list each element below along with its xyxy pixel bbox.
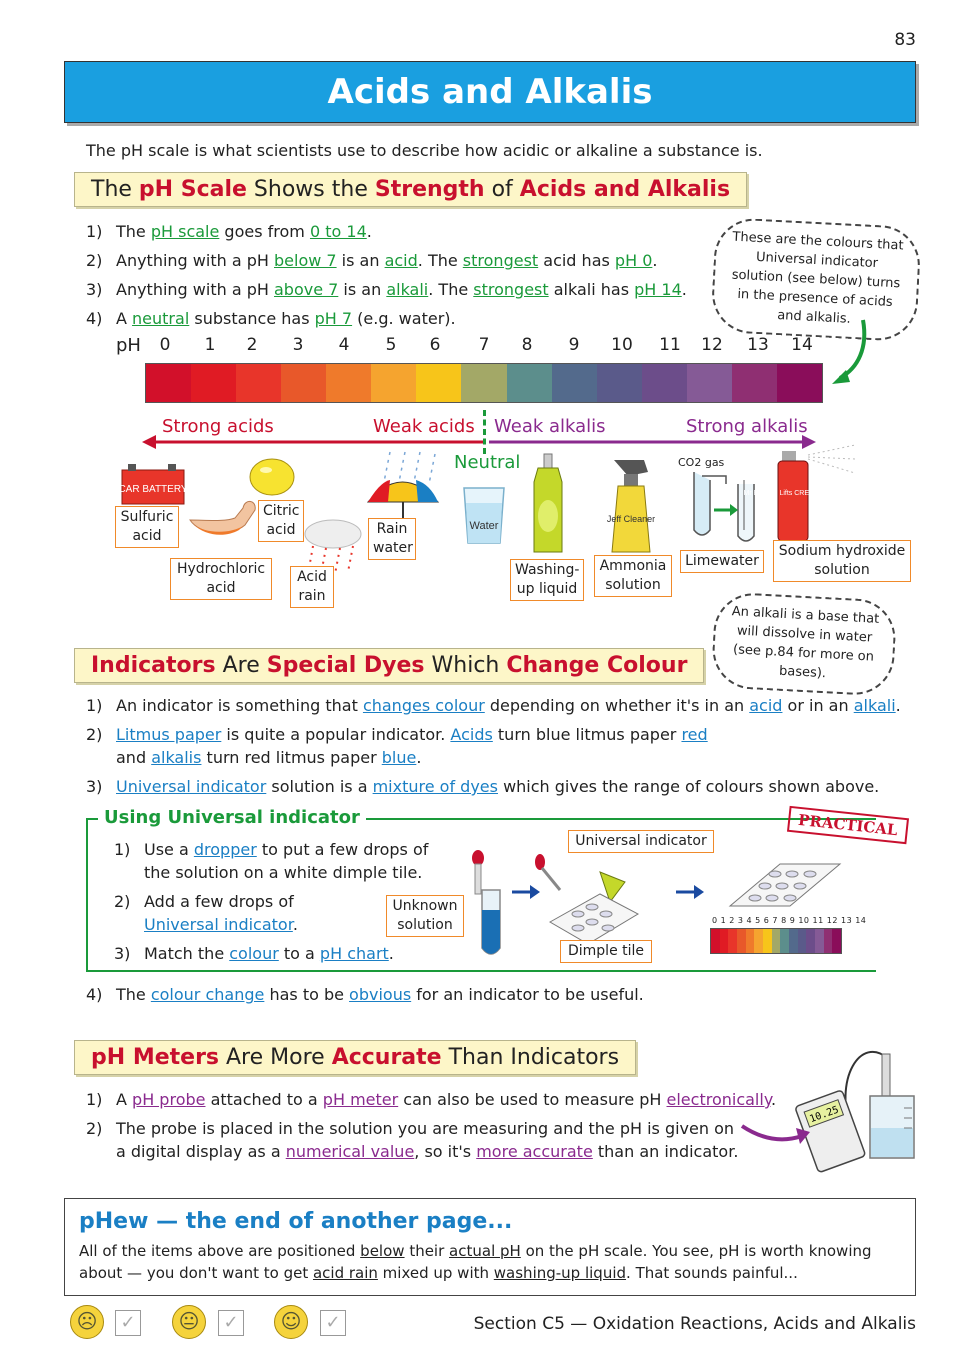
ph-color-segment-3 <box>737 929 746 953</box>
ph-number-0: 0 <box>159 335 171 355</box>
list-item-continued: a digital display as a numerical value, so it's more accurate than an indicator. <box>116 1142 739 1161</box>
dimple-tile-label: Dimple tile <box>560 940 652 963</box>
cleaner-spray-icon <box>604 456 660 556</box>
ph-number-7: 7 <box>478 335 490 355</box>
car-battery-icon <box>118 462 188 507</box>
ph-color-segment-5 <box>754 929 763 953</box>
ph-color-segment-6 <box>763 929 772 953</box>
page-number: 83 <box>894 30 916 50</box>
ph-number-10: 10 <box>611 335 633 355</box>
ph-number-1: 1 <box>204 335 216 355</box>
list-item: 3) Anything with a pH above 7 is an alkali. The strongest alkali has pH 14. <box>86 280 687 299</box>
ph-number-4: 4 <box>338 335 350 355</box>
alkali-base-note: An alkali is a base that will dissolve in water (see p.84 for more on bases). <box>711 591 898 696</box>
oven-cleaner-can-icon <box>743 445 860 545</box>
summary-text: All of the items above are positioned below their actual pH on the pH scale. You see, pH is worth knowing about — you don't want to get acid rain mixed up with washing-up liquid. That sounds painful... <box>79 1242 872 1282</box>
washing-up-liquid-label: Washing-up liquid <box>510 559 584 601</box>
lemon-icon <box>246 452 298 500</box>
list-item-continued: the solution on a white dimple tile. <box>144 863 423 882</box>
ph-number-3: 3 <box>292 335 304 355</box>
limewater-apparatus-icon <box>686 470 766 550</box>
washing-up-bottle-icon <box>526 452 571 557</box>
ph-meter-icon <box>732 1036 922 1176</box>
car-battery-text: CAR BATTERY <box>118 484 188 495</box>
practical-stamp: PRACTICAL <box>787 806 909 844</box>
citric-acid-label: Citric acid <box>258 500 304 542</box>
ph-color-segment-1 <box>191 364 236 402</box>
ph-label: pH <box>116 335 141 356</box>
ph-color-segment-4 <box>746 929 755 953</box>
mini-ph-chart <box>710 928 842 954</box>
ph-number-13: 13 <box>747 335 769 355</box>
ph-number-5: 5 <box>385 335 397 355</box>
ph-color-segment-3 <box>281 364 326 402</box>
step-arrow-icon <box>676 884 706 900</box>
ph-number-8: 8 <box>521 335 533 355</box>
co2-label: CO2 gas <box>678 456 725 469</box>
using-indicator-steps <box>114 838 428 965</box>
summary-title: pHew — the end of another page... <box>79 1209 513 1234</box>
ph-color-segment-2 <box>728 929 737 953</box>
ph-color-segment-8 <box>507 364 552 402</box>
sodium-hydroxide-label: Sodium hydroxide solution <box>773 540 911 582</box>
water-glass-text: Water <box>469 520 499 532</box>
dropper-test-tube-icon <box>456 850 516 960</box>
indicators-list <box>86 694 901 798</box>
list-item: 1) An indicator is something that changes colour depending on whether it's in an acid or in an alkali. <box>86 696 901 715</box>
checkbox-tick[interactable]: ✓ <box>115 1310 141 1336</box>
ph-color-segment-2 <box>236 364 281 402</box>
list-item: 1) A pH probe attached to a pH meter can also be used to measure pH electronically. <box>86 1090 777 1109</box>
ph-color-segment-11 <box>806 929 815 953</box>
ph-color-segment-0 <box>146 364 191 402</box>
section-header-ph-scale: The pH Scale Shows the Strength of Acids and Alkalis <box>74 172 747 207</box>
neutral-face-icon[interactable]: 😐 <box>172 1305 206 1339</box>
list-item: 2) The probe is placed in the solution you are measuring and the pH is given on <box>86 1119 735 1138</box>
list-item: 4) The colour change has to be obvious for an indicator to be useful. <box>86 985 644 1004</box>
list-item: 2) Litmus paper is quite a popular indicator. Acids turn blue litmus paper red <box>86 725 708 744</box>
neutral-label: Neutral <box>454 452 521 473</box>
sad-face-icon[interactable]: ☹ <box>70 1305 104 1339</box>
rain-water-label: Rain water <box>368 518 416 560</box>
ph-color-segment-9 <box>552 364 597 402</box>
unknown-solution-label: Unknown solution <box>386 895 464 937</box>
strong-alkalis-label: Strong alkalis <box>686 416 808 437</box>
list-item-continued: Universal indicator. <box>144 915 298 934</box>
ph-color-bar <box>145 363 823 403</box>
weak-alkalis-label: Weak alkalis <box>494 416 606 437</box>
title-banner <box>64 61 916 123</box>
universal-indicator-note: These are the colours that Universal indicator solution (see below) turns in the presence of acids and alkalis. <box>710 217 922 343</box>
ph-color-segment-7 <box>461 364 506 402</box>
section-header-ph-meters: pH Meters Are More Accurate Than Indicators <box>74 1040 636 1075</box>
ph-color-segment-6 <box>416 364 461 402</box>
cleaner-label-text: Jeff Cleaner <box>606 514 656 524</box>
page-title: Acids and Alkalis <box>327 72 653 112</box>
list-item: 3) Universal indicator solution is a mixture of dyes which gives the range of colours shown above. <box>86 777 880 796</box>
footer-section-title: Section C5 — Oxidation Reactions, Acids and Alkalis <box>473 1314 916 1334</box>
ph-number-9: 9 <box>568 335 580 355</box>
using-indicator-title: Using Universal indicator <box>98 807 366 828</box>
ph-color-segment-5 <box>371 364 416 402</box>
ph-color-segment-12 <box>687 364 732 402</box>
list-item: 3) Match the colour to a pH chart. <box>114 944 394 963</box>
list-item: 2) Add a few drops of <box>114 892 294 911</box>
ph-color-segment-11 <box>642 364 687 402</box>
acid-rain-label: Acid rain <box>290 566 334 608</box>
ph-chart-tile-icon <box>730 856 840 916</box>
hydrochloric-acid-label: Hydrochloric acid <box>170 558 272 600</box>
limewater-label: Limewater <box>680 550 764 573</box>
ph-color-segment-10 <box>798 929 807 953</box>
ph-color-segment-13 <box>732 364 777 402</box>
can-label-text: Mr Elbow's Lifts CREASE FAST <box>743 490 843 497</box>
ph-color-segment-9 <box>789 929 798 953</box>
ph-number-6: 6 <box>429 335 441 355</box>
ph-color-segment-4 <box>326 364 371 402</box>
list-item: 4) A neutral substance has pH 7 (e.g. water). <box>86 309 456 328</box>
list-item-continued: and alkalis turn red litmus paper blue. <box>116 748 422 767</box>
checkbox-tick[interactable]: ✓ <box>320 1310 346 1336</box>
note-arrow-icon <box>828 318 878 388</box>
list-item: 1) Use a dropper to put a few drops of <box>114 840 429 859</box>
intro-text: The pH scale is what scientists use to describe how acidic or alkaline a substance is. <box>86 141 763 160</box>
list-item: 2) Anything with a pH below 7 is an acid. The strongest acid has pH 0. <box>86 251 658 270</box>
ph-number-14: 14 <box>791 335 813 355</box>
ph-color-segment-14 <box>777 364 822 402</box>
ph-color-segment-14 <box>832 929 841 953</box>
ph-number-2: 2 <box>246 335 258 355</box>
strong-acids-label: Strong acids <box>162 416 274 437</box>
ph-scale-list <box>86 217 687 333</box>
ph-color-segment-0 <box>711 929 720 953</box>
neutral-divider <box>483 410 486 454</box>
ph-number-12: 12 <box>701 335 723 355</box>
ph-color-segment-8 <box>780 929 789 953</box>
ph-color-segment-13 <box>824 929 833 953</box>
mini-ph-chart-numbers: 0 1 2 3 4 5 6 7 8 9 10 11 12 13 14 <box>712 916 867 925</box>
ph-number-11: 11 <box>659 335 681 355</box>
ammonia-solution-label: Ammonia solution <box>594 555 672 597</box>
ph-color-segment-1 <box>720 929 729 953</box>
ph-color-segment-7 <box>772 929 781 953</box>
checkbox-tick[interactable]: ✓ <box>218 1310 244 1336</box>
sulfuric-acid-label: Sulfuric acid <box>115 506 179 548</box>
summary-box <box>64 1198 916 1296</box>
meter-display-text: 10.25 <box>808 1104 841 1126</box>
ph-meters-list <box>86 1088 776 1163</box>
list-item: 1) The pH scale goes from 0 to 14. <box>86 222 372 241</box>
indicators-list-end <box>86 980 644 1009</box>
water-glass-icon <box>460 485 508 547</box>
ph-color-segment-12 <box>815 929 824 953</box>
dimple-tile-icon <box>530 852 640 952</box>
section-header-indicators: Indicators Are Special Dyes Which Change Colour <box>74 648 704 683</box>
universal-indicator-label: Universal indicator <box>568 830 714 853</box>
happy-face-icon[interactable]: ☺ <box>274 1305 308 1339</box>
ph-color-segment-10 <box>597 364 642 402</box>
weak-acids-label: Weak acids <box>373 416 475 437</box>
